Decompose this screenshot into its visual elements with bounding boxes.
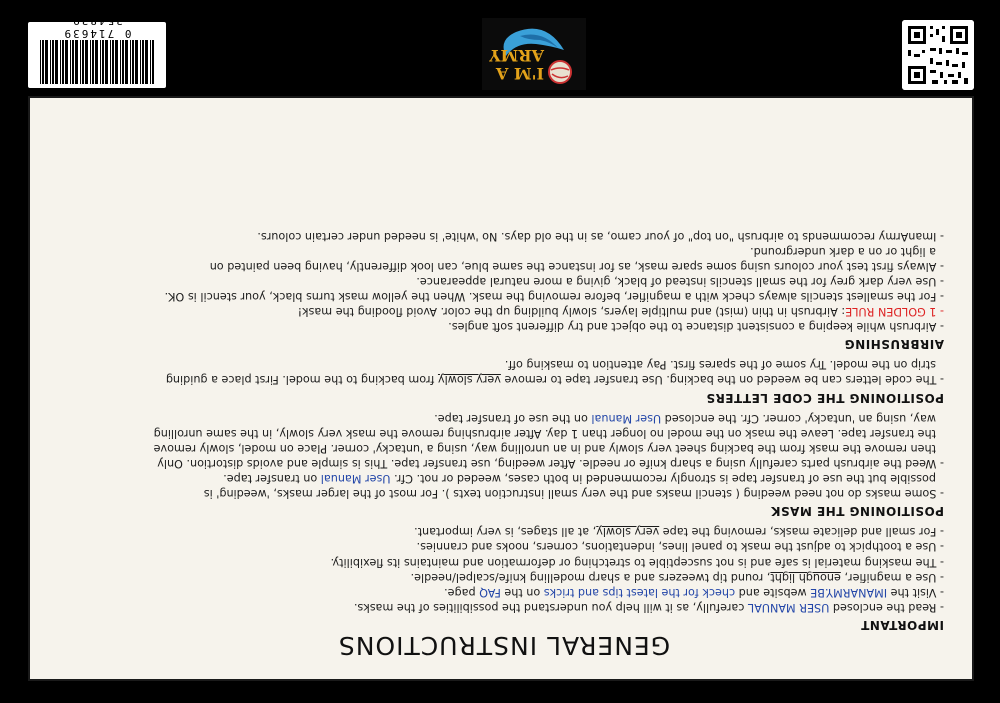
code-letters-heading: POSITIONING THE CODE LETTERS [705,390,944,405]
tips-link[interactable]: check for the latest tips and tricks [543,585,736,599]
golden-rule-label: - 1 GOLDEN RULE [845,305,944,319]
airbrush-line-5b: a light or on a dark underground. [750,244,936,258]
mask-line-2d: way, using an 'untacky' corner. Cfr. the enclosed User Manual on the use of transfer tape. [434,411,936,425]
mask-line-2b: then remove the mask from the backing sheet very slowly and in an unrolling way, using a 'untacky' corner. Place on model, slowly remove [153,441,936,455]
header-bar [0,0,1000,96]
important-line-6: - For small and delicate masks, removing the tape very slowly, at all stages, is very important. [414,525,944,539]
mask-line-2c: the transfer tape. Leave the mask on the model no longer than 1 day. After airbrushing remove the mask very slowly, in the same unrolling [153,426,936,440]
mask-line-1: - Some masks do not need weeding ( stencil masks and the very small instruction texts ). For most of the larger masks, 'weeding' is [203,487,944,501]
instruction-sheet [28,96,974,681]
barcode-bars [40,40,154,84]
airbrush-line-4: - Use very dark grey for the small stencils instead of black, giving a more natural appearance. [416,274,944,288]
user-manual-link[interactable]: USER MANUAL [747,600,830,614]
flipped-content [28,96,974,681]
faq-link[interactable]: FAQ [479,585,501,599]
barcode-number: 0 714639 354839 [62,14,132,40]
code-line-2: strip on the model. Try some of the spares first. Pay attention to masking off. [504,358,936,372]
airbrush-line-6: - ImanArmy recommends to airbrush "on top" of your camo, as in the old days. No 'white' is needed under certain colours. [257,229,944,243]
important-heading: IMPORTANT [860,617,944,632]
user-manual-link[interactable]: User Manual [320,472,391,486]
qr-code [902,20,974,90]
mask-line-1b: possible but the use of transfer tape is strongly recommended in both cases, weeded or not. Cfr. User Manual on transfer tape. [223,472,936,486]
airbrushing-heading: AIRBRUSHING [844,337,944,352]
instructions-body [64,229,944,660]
svg-text:I'M A: I'M A [495,64,544,83]
airbrush-line-1: - Airbrush while keeping a consistent distance to the object and try different soft angles. [448,320,944,334]
airbrush-line-5: - Always first test your colours using some spare mask, as for instance the same blue, can look differently, having been painted on [209,259,944,273]
important-line-4: - The masking material is safe and is not susceptible to stretching or deformation and maintains its flexibility. [330,555,944,569]
page-title: GENERAL INSTRUCTIONS [337,631,671,660]
website-link[interactable]: IMANARMY.BE [810,585,888,599]
barcode [28,14,166,88]
code-line-1: - The code letters can be weeded on the backing. Use transfer tape to remove very slowly from backing to the model. First place a guiding [165,373,944,387]
user-manual-link[interactable]: User Manual [591,411,662,425]
important-line-3: - Use a magnifier, enough light, round tip tweezers and a sharp modelling knife/scalpel/needle. [410,570,944,584]
important-line-1: - Read the enclosed USER MANUAL carefully, as it will help you understand the possibilities of the masks. [353,600,944,614]
airbrush-line-2: - 1 GOLDEN RULE: Airbrush in thin (mist) and multiple layers, slowly building up the color. Avoid flooding the mask! [297,305,944,319]
airbrush-line-3: - For the smallest stencils always check with a magnifier, before removing the mask. When the yellow mask turns black, your stencil is OK. [164,290,944,304]
svg-text:ARMY: ARMY [489,46,544,65]
important-line-2: - Visit the IMANARMY.BE website and check for the latest tips and tricks on the FAQ page. [444,585,944,599]
mask-line-2: - Weed the airbrush parts carefully using a sharp knife or needle. After weeding, use transfer tape. This is simple and avoids distortion. Only [157,456,944,470]
brand-logo [482,18,586,90]
important-line-5: - Use a toothpick to adjust the mask to panel lines, indentations, corners, nooks and crannies. [416,540,944,554]
positioning-mask-heading: POSITIONING THE MASK [770,504,944,519]
